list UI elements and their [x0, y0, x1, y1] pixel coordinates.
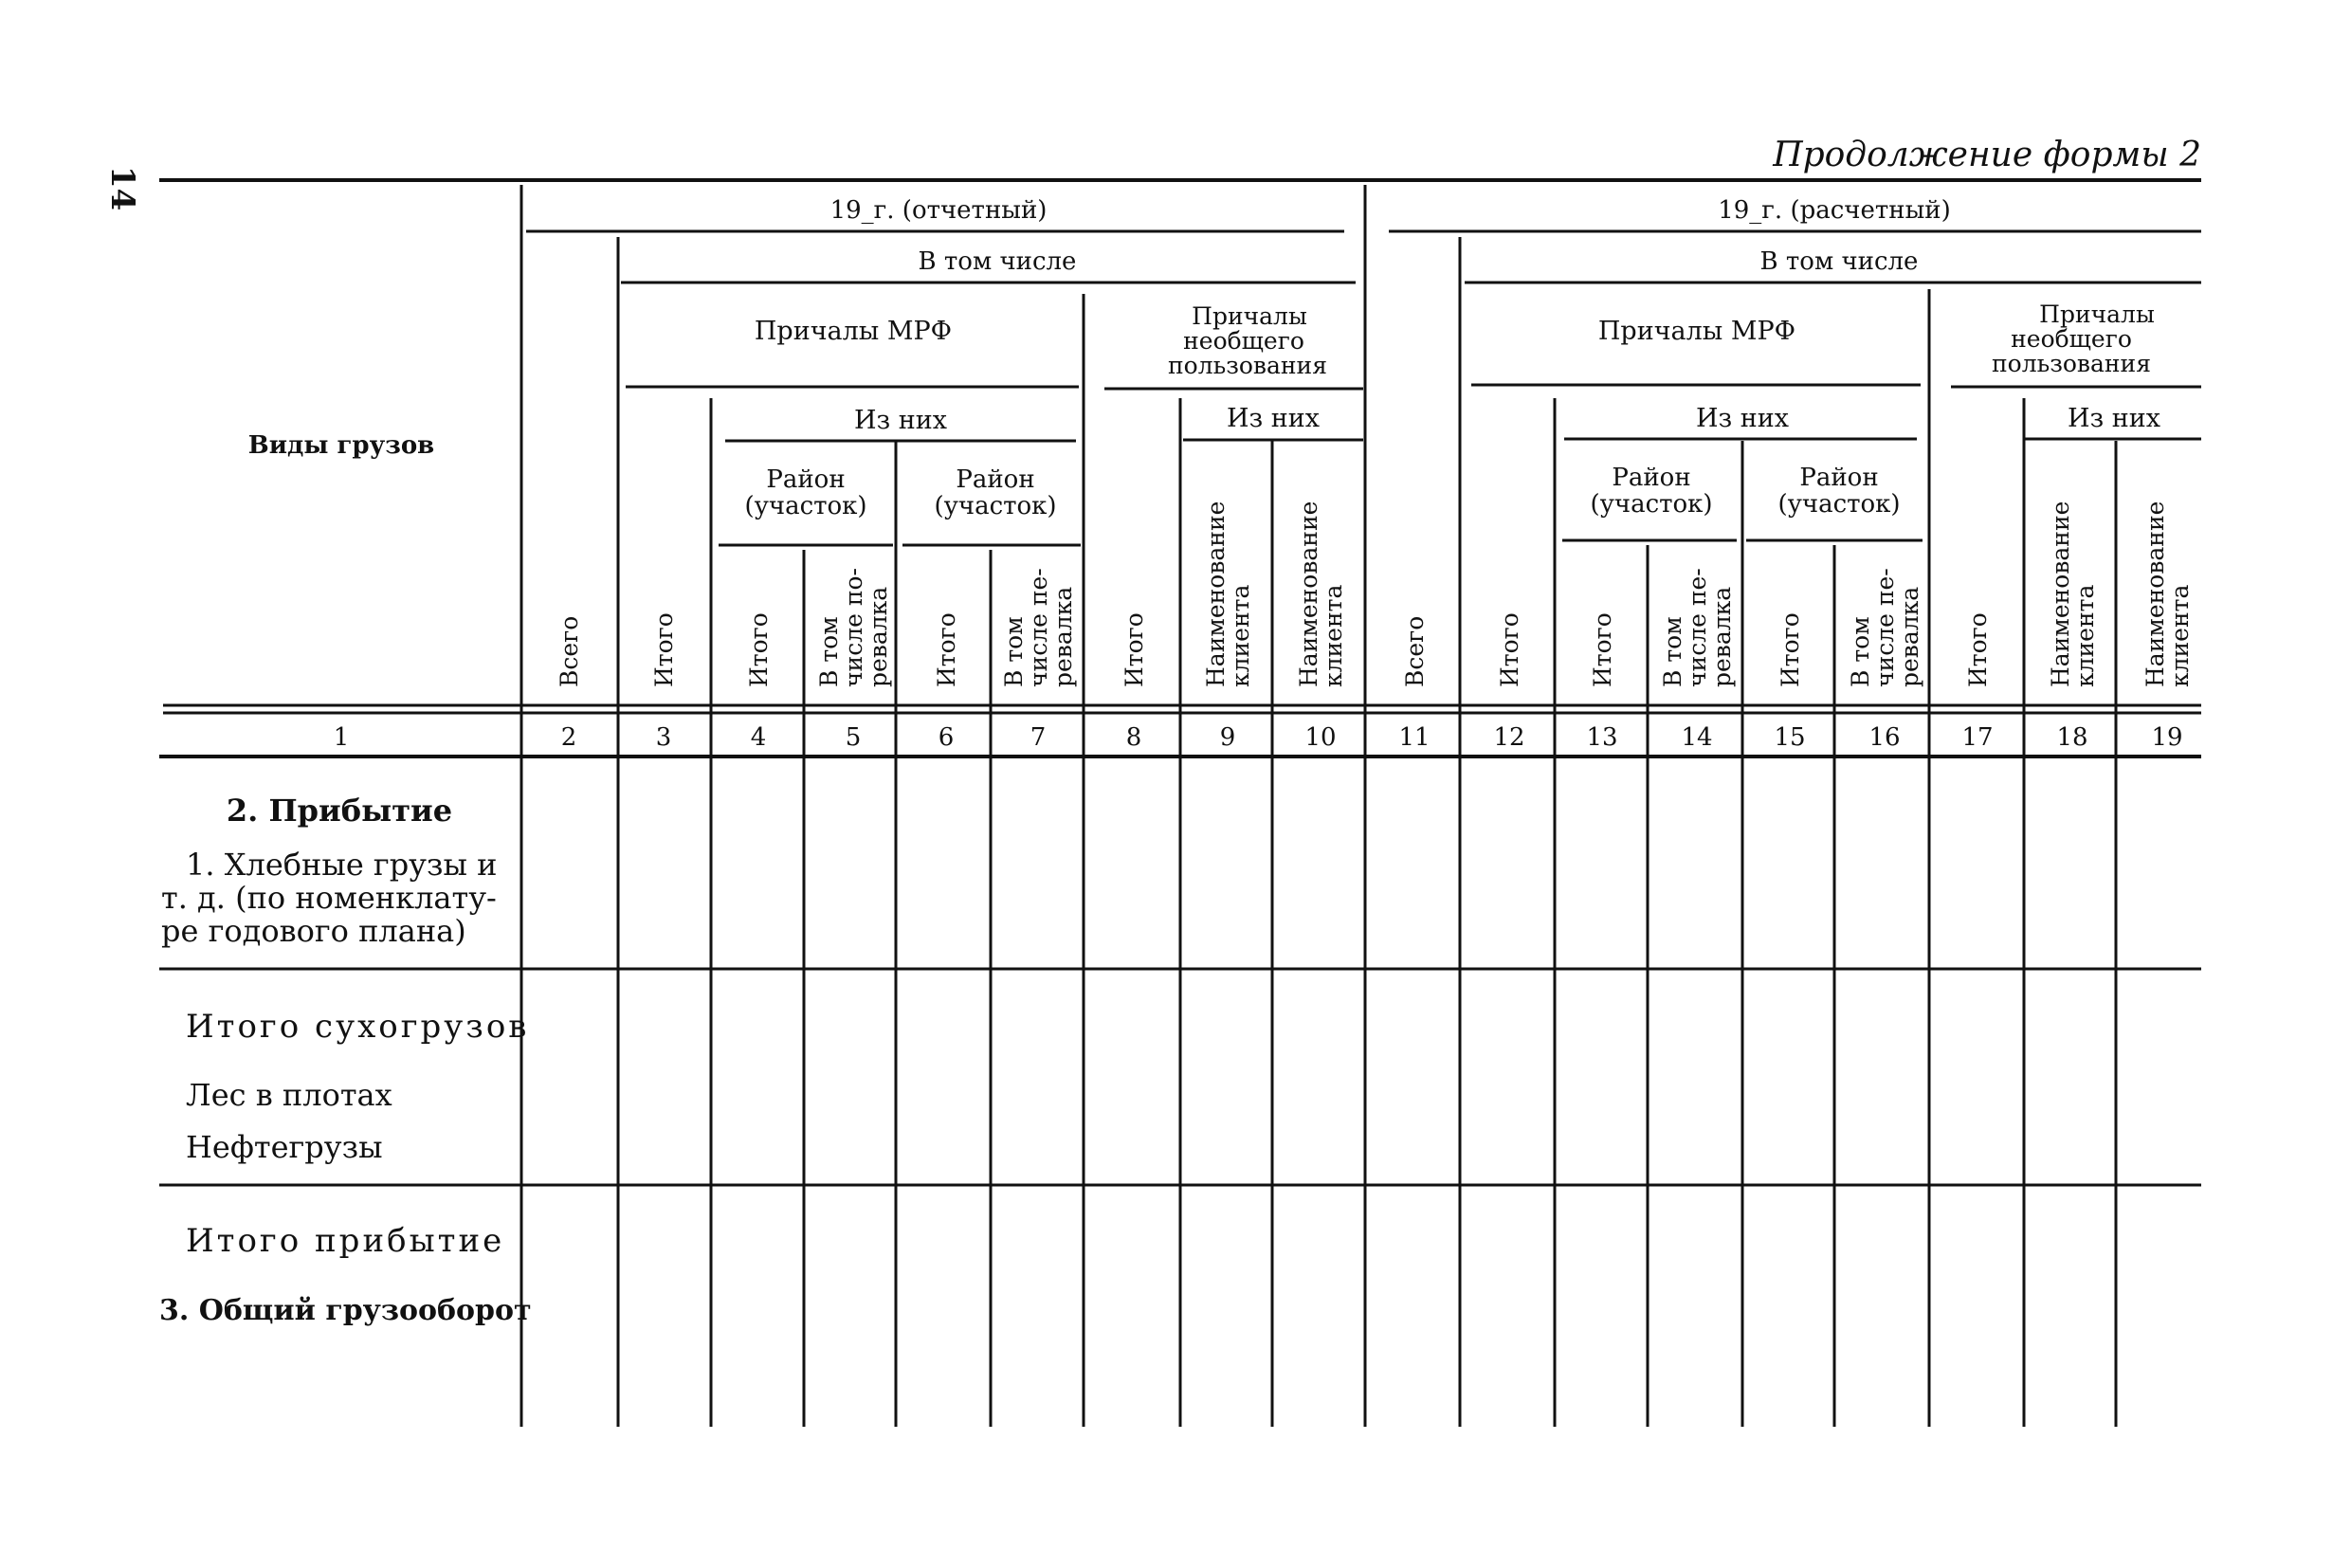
private-berths-header-reported — [1168, 302, 1327, 379]
district-header-a — [744, 465, 866, 520]
private-berths-line3: пользования — [1168, 352, 1327, 379]
private-berths-line1: Причалы — [2039, 301, 2155, 328]
rotated-header-col-5: ревалка — [865, 586, 892, 687]
rotated-header-col-10: Наименование — [1295, 501, 1322, 687]
rotated-header-col-7: В том — [1000, 616, 1028, 687]
rotated-header-col-9: Наименование — [1202, 501, 1230, 687]
incl-header-estimated: В том числе — [1759, 247, 1919, 276]
district-label-2: (участок) — [744, 492, 867, 520]
rotated-header-col-14: числе пе- — [1684, 568, 1711, 687]
column-number-4: 4 — [750, 723, 767, 752]
district-label-2: (участок) — [1777, 490, 1901, 519]
rotated-header-col-8: Итого — [1121, 612, 1148, 687]
column-number-6: 6 — [938, 723, 955, 752]
rotated-header-col-5: числе по- — [840, 568, 867, 687]
rotated-header-col-18: Наименование — [2047, 501, 2074, 687]
column-number-8: 8 — [1125, 723, 1142, 752]
column-number-5: 5 — [845, 723, 862, 752]
rotated-header-col-6: Итого — [933, 612, 960, 687]
private-berths-header-estimated — [1992, 301, 2155, 377]
of-them-private-estimated: Из них — [2067, 404, 2161, 433]
continuation-title: Продолжение формы 2 — [1773, 136, 2201, 174]
column-number-14: 14 — [1681, 723, 1713, 752]
row-timber-rafts: Лес в плотах — [186, 1077, 392, 1113]
rotated-header-col-7: числе пе- — [1025, 568, 1052, 687]
column-number-16: 16 — [1868, 723, 1901, 752]
private-berths-line2: необщего — [1183, 327, 1304, 355]
district-label: Район — [1799, 464, 1879, 492]
row-arrival-total: Итого прибытие — [186, 1222, 505, 1260]
row-total-turnover: 3. Общий грузооборот — [159, 1294, 532, 1327]
rotated-header-col-9: клиента — [1227, 584, 1254, 687]
rotated-header-col-3: Итого — [650, 612, 678, 687]
rotated-header-col-4: Итого — [745, 612, 773, 687]
col-cargo-types-header: Виды грузов — [247, 431, 435, 460]
column-number-3: 3 — [655, 723, 672, 752]
rotated-header-col-5: В том — [815, 616, 843, 687]
rotated-header-col-12: Итого — [1496, 612, 1523, 687]
column-number-12: 12 — [1493, 723, 1525, 752]
rotated-header-col-19: Наименование — [2141, 501, 2169, 687]
mrf-berths-header-estimated: Причалы МРФ — [1597, 317, 1796, 346]
row-grain-line1: 1. Хлебные грузы и — [186, 847, 498, 883]
row-dry-cargo-total: Итого сухогрузов — [186, 1008, 530, 1046]
rotated-header-col-17: Итого — [1964, 612, 1992, 687]
district-label-2: (участок) — [934, 492, 1057, 520]
row-grain-line3: ре годового плана) — [161, 913, 466, 949]
column-number-2: 2 — [560, 723, 577, 752]
page-number: 14 — [103, 166, 141, 211]
rotated-header-col-13: Итого — [1589, 612, 1616, 687]
column-numbers-row — [334, 723, 2183, 752]
column-number-10: 10 — [1304, 723, 1337, 752]
rotated-header-col-19: клиента — [2166, 584, 2194, 687]
rotated-header-col-14: ревалка — [1708, 586, 1736, 687]
district-header-c — [1590, 464, 1712, 519]
column-number-13: 13 — [1586, 723, 1618, 752]
rotated-header-col-16: В том — [1847, 616, 1874, 687]
column-number-17: 17 — [1961, 723, 1994, 752]
column-number-1: 1 — [333, 723, 350, 752]
row-grain-line2: т. д. (по номенклату- — [161, 880, 497, 916]
rotated-header-col-16: ревалка — [1896, 586, 1923, 687]
column-number-9: 9 — [1219, 723, 1236, 752]
year-estimated-header: 19_г. (расчетный) — [1718, 196, 1951, 225]
rotated-header-col-14: В том — [1659, 616, 1686, 687]
rotated-header-col-18: клиента — [2071, 584, 2099, 687]
column-number-7: 7 — [1030, 723, 1047, 752]
section-arrival: 2. Прибытие — [226, 793, 453, 829]
mrf-berths-header-reported: Причалы МРФ — [754, 317, 953, 346]
column-number-19: 19 — [2151, 723, 2183, 752]
column-number-15: 15 — [1774, 723, 1806, 752]
row-oil-cargo: Нефтегрузы — [186, 1129, 383, 1165]
incl-header-reported: В том числе — [918, 247, 1077, 276]
private-berths-line3: пользования — [1992, 350, 2151, 377]
of-them-private-reported: Из них — [1226, 404, 1321, 433]
rotated-column-headers — [556, 501, 2194, 687]
of-them-mrf-reported: Из них — [853, 406, 948, 435]
year-reported-header: 19_г. (отчетный) — [829, 196, 1048, 225]
private-berths-line2: необщего — [2011, 325, 2132, 353]
column-number-11: 11 — [1398, 723, 1431, 752]
rotated-header-col-11: Всего — [1401, 615, 1429, 687]
private-berths-line1: Причалы — [1192, 302, 1307, 330]
rotated-header-col-7: ревалка — [1049, 586, 1077, 687]
district-header-d — [1777, 464, 1900, 519]
rotated-header-col-10: клиента — [1320, 584, 1347, 687]
district-label-2: (участок) — [1590, 490, 1713, 519]
column-number-18: 18 — [2056, 723, 2088, 752]
district-label: Район — [766, 465, 846, 494]
rotated-header-col-2: Всего — [556, 615, 583, 687]
district-header-b — [934, 465, 1056, 520]
district-label: Район — [956, 465, 1035, 494]
of-them-mrf-estimated: Из них — [1695, 404, 1790, 433]
district-label: Район — [1612, 464, 1691, 492]
rotated-header-col-16: числе пе- — [1871, 568, 1899, 687]
rotated-header-col-15: Итого — [1777, 612, 1804, 687]
